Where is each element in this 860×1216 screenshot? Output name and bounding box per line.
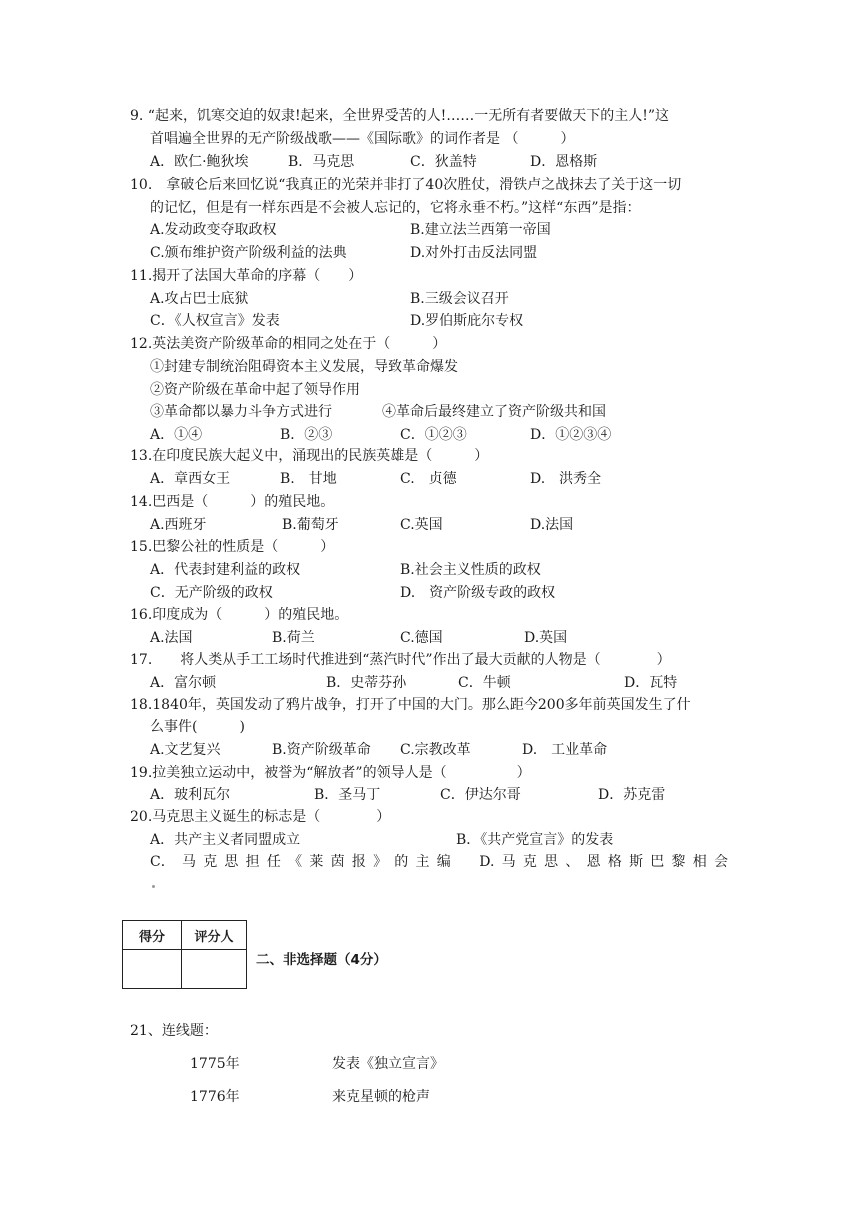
stray-dot <box>152 885 155 888</box>
q20-d-char: 、 <box>565 854 580 870</box>
q13-option-d: D. 洪秀全 <box>530 471 602 487</box>
q20-c-char: 莱 <box>309 854 324 870</box>
q20-c-char: 马 <box>181 854 196 870</box>
q12-item-1: ①封建专制统治阻碍资本主义发展，导致革命爆发 <box>150 359 458 375</box>
grader-cell[interactable] <box>182 950 247 989</box>
q20-d-char: 恩 <box>586 854 601 870</box>
q12-item-2: ②资产阶级在革命中起了领导作用 <box>150 382 360 398</box>
q13-option-a: A．章西女王 <box>150 471 231 487</box>
q20-c-char: 担 <box>245 854 260 870</box>
q15-option-b: B.社会主义性质的政权 <box>400 562 541 578</box>
q20-c-char: C． <box>150 854 175 870</box>
q20-c-char: 的 <box>394 854 409 870</box>
q17-option-b: B．史蒂芬孙 <box>326 675 407 691</box>
q19-option-c: C．伊达尔哥 <box>440 787 521 803</box>
q16-stem: 16.印度成为（ ）的殖民地。 <box>130 607 349 623</box>
q11-option-b: B.三级会议召开 <box>410 291 509 307</box>
q15-option-c: C．无产阶级的政权 <box>150 585 273 601</box>
q20-d-char: D. <box>479 854 495 870</box>
q20-stem: 20.马克思主义诞生的标志是（ ） <box>130 809 391 825</box>
score-header: 得分 <box>123 921 182 950</box>
q11-option-a: A.攻占巴士底狱 <box>150 291 249 307</box>
q20-c-char: 茵 <box>330 854 345 870</box>
q14-option-a: A.西班牙 <box>150 517 207 533</box>
q20-c-char: 《 <box>288 854 303 870</box>
q20-gap <box>458 853 472 871</box>
q17-stem: 17. 将人类从手工工场时代推进到“蒸汽时代”作出了最大贡献的人物是（ ） <box>130 652 671 668</box>
q13-option-c: C. 贞德 <box>400 471 457 487</box>
q21-year-2: 1776年 <box>190 1089 240 1105</box>
q20-d-char: 会 <box>714 854 728 870</box>
q21-title: 21、连线题： <box>130 1023 218 1039</box>
q18-option-b: B.资产阶级革命 <box>272 742 371 758</box>
q20-d-char: 巴 <box>650 854 665 870</box>
q21-event-1: 发表《独立宣言》 <box>332 1056 444 1072</box>
q16-option-d: D.英国 <box>524 630 568 646</box>
q21-event-2: 来克星顿的枪声 <box>332 1089 430 1105</box>
q20-d-char: 斯 <box>629 854 644 870</box>
q19-stem: 19.拉美独立运动中，被誉为“解放者”的领导人是（ ） <box>130 765 531 781</box>
q20-d-char: 相 <box>692 854 707 870</box>
q20-c-char: 报 <box>351 854 366 870</box>
q20-options-cd-justified-line <box>150 853 728 871</box>
q9-option-a: A．欧仁·鲍狄埃 <box>150 154 249 170</box>
q20-option-b: B．《共产党宣言》的发表 <box>456 832 614 848</box>
q18-stem-line1: 18.1840年，英国发动了鸦片战争，打开了中国的大门。那么距今200多年前英国发生了什 <box>130 697 691 713</box>
q18-stem-line2: 么事件( ) <box>150 719 245 735</box>
q12-option-b: B．②③ <box>280 427 333 443</box>
q15-option-a: A．代表封建利益的政权 <box>150 562 301 578</box>
q9-option-d: D．恩格斯 <box>530 154 598 170</box>
q13-stem: 13.在印度民族大起义中，涌现出的民族英雄是（ ） <box>130 448 489 464</box>
q20-d-char: 马 <box>501 854 516 870</box>
q18-option-a: A.文艺复兴 <box>150 742 221 758</box>
q18-option-c: C.宗教改革 <box>400 742 471 758</box>
q19-option-d: D．苏克雷 <box>598 787 666 803</box>
q12-item-3: ③革命都以暴力斗争方式进行 <box>150 404 332 420</box>
q20-d-char: 格 <box>607 854 622 870</box>
q12-option-a: A．①④ <box>150 427 203 443</box>
q11-option-d: D.罗伯斯庇尔专权 <box>410 313 524 329</box>
q14-option-d: D.法国 <box>530 517 574 533</box>
q21-year-1: 1775年 <box>190 1056 240 1072</box>
q14-option-b: B.葡萄牙 <box>282 517 339 533</box>
section-2-title: 二、非选择题（4分） <box>256 952 387 968</box>
q10-option-c: C.颁布维护资产阶级利益的法典 <box>150 245 347 261</box>
q20-option-a: A．共产主义者同盟成立 <box>150 832 301 848</box>
q9-stem-line1: 9. “起来，饥寒交迫的奴隶!起来，全世界受苦的人!……一无所有者要做天下的主人!”这 <box>130 108 669 124</box>
q19-option-b: B．圣马丁 <box>314 787 381 803</box>
q17-option-d: D．瓦特 <box>624 675 678 691</box>
q11-option-c: C．《人权宣言》发表 <box>150 313 280 329</box>
q20-c-char: 编 <box>436 854 451 870</box>
q20-c-char: 克 <box>203 854 218 870</box>
q20-c-char: 思 <box>224 854 239 870</box>
q12-option-c: C．①②③ <box>400 427 467 443</box>
q19-option-a: A．玻利瓦尔 <box>150 787 231 803</box>
q15-option-d: D. 资产阶级专政的政权 <box>400 585 556 601</box>
q10-stem-line1: 10. 拿破仑后来回忆说“我真正的光荣并非打了40次胜仗，滑铁卢之战抹去了关于这一切 <box>130 177 682 193</box>
q10-stem-line2: 的记忆，但是有一样东西是不会被人忘记的，它将永垂不朽。”这样“东西”是指： <box>150 200 641 216</box>
q12-stem: 12.英法美资产阶级革命的相同之处在于（ ） <box>130 336 447 352</box>
q9-option-b: B．马克思 <box>288 154 355 170</box>
grader-header: 评分人 <box>182 921 247 950</box>
q14-stem: 14.巴西是（ ）的殖民地。 <box>130 494 335 510</box>
q20-c-char: 》 <box>373 854 388 870</box>
q12-item-4: ④革命后最终建立了资产阶级共和国 <box>382 404 606 420</box>
q11-stem: 11.揭开了法国大革命的序幕（ ） <box>130 268 363 284</box>
q18-option-d: D. 工业革命 <box>522 742 608 758</box>
q15-stem: 15.巴黎公社的性质是（ ） <box>130 539 335 555</box>
score-table <box>122 920 247 989</box>
q20-c-char: 主 <box>415 854 430 870</box>
q17-option-c: C．牛顿 <box>458 675 511 691</box>
q16-option-c: C.德国 <box>400 630 443 646</box>
q17-option-a: A．富尔顿 <box>150 675 217 691</box>
q9-option-c: C．狄盖特 <box>410 154 477 170</box>
q14-option-c: C.英国 <box>400 517 443 533</box>
q16-option-a: A.法国 <box>150 630 193 646</box>
q16-option-b: B.荷兰 <box>272 630 315 646</box>
q20-d-char: 思 <box>544 854 559 870</box>
q20-d-char: 黎 <box>671 854 686 870</box>
q10-option-a: A.发动政变夺取政权 <box>150 222 277 238</box>
q9-stem-line2: 首唱遍全世界的无产阶级战歌——《国际歌》的词作者是 （ ） <box>150 131 575 147</box>
score-cell[interactable] <box>123 950 182 989</box>
q20-c-char: 任 <box>266 854 281 870</box>
q20-d-char: 克 <box>522 854 537 870</box>
q13-option-b: B. 甘地 <box>280 471 337 487</box>
q10-option-d: D.对外打击反法同盟 <box>410 245 538 261</box>
q10-option-b: B.建立法兰西第一帝国 <box>410 222 551 238</box>
q12-option-d: D．①②③④ <box>530 427 612 443</box>
